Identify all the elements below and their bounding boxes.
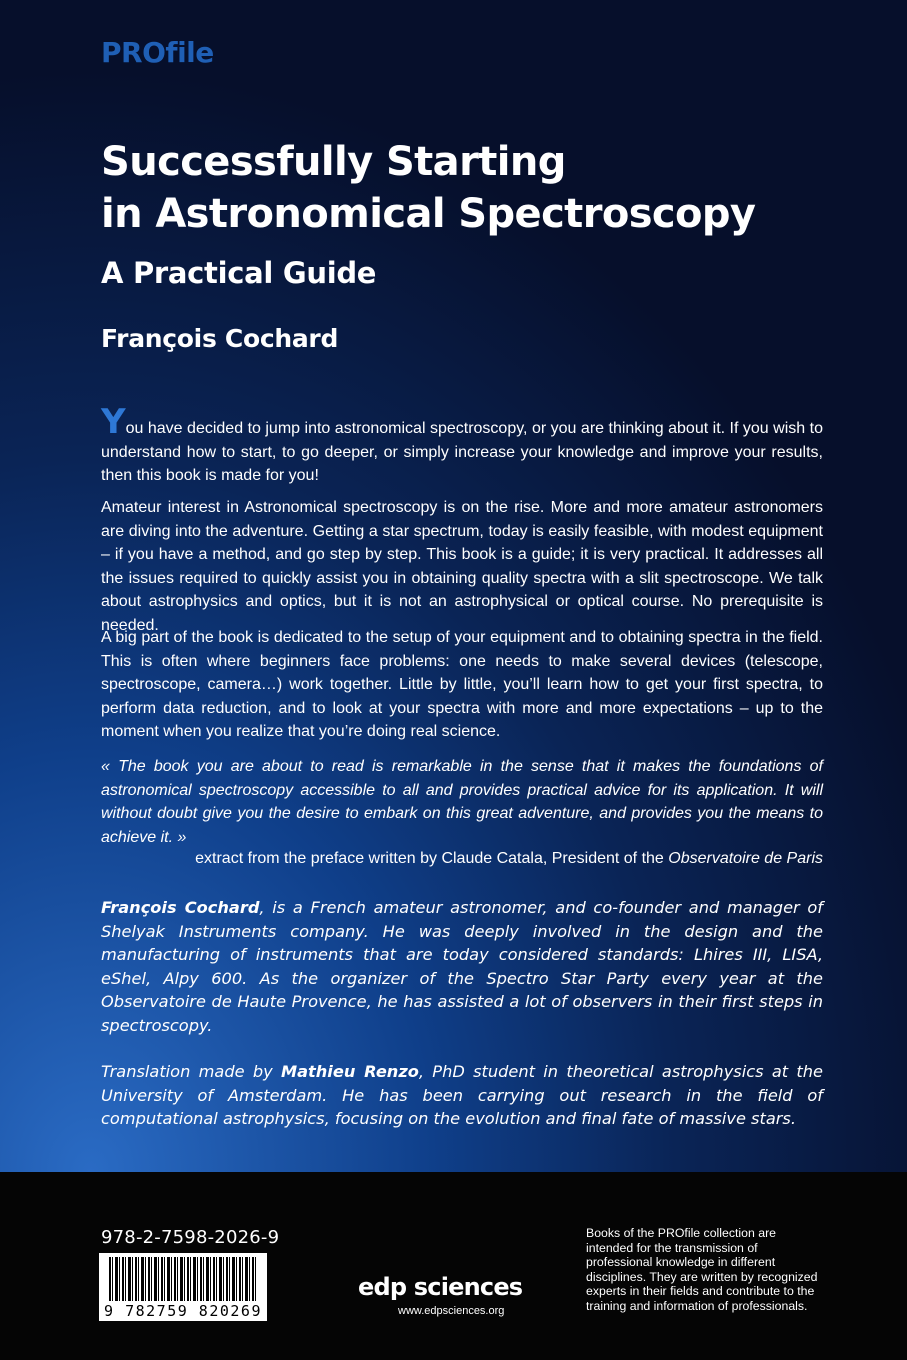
author-bio [101,896,823,1038]
translation-note [101,1060,823,1131]
quote-source-prefix: extract from the preface written by Claude Catala, President of the [195,850,664,867]
collection-note: Books of the PROfile collection are intended for the transmission of professional knowledge in different disciplines. They are written by recognized experts in their fields and contribute to the training and information of professionals. [586,1226,818,1313]
intro-text: ou have decided to jump into astronomical spectroscopy, or you are thinking about it. If you wish to understand how to start, to go deeper, or simply increase your knowledge and improve your results, then this book is made for you! [101,420,823,484]
book-author: François Cochard [101,324,339,353]
title-line-2: in Astronomical Spectroscopy [101,191,756,237]
translator-name: Mathieu Renzo [281,1062,419,1081]
quote-source [175,847,823,871]
barcode [99,1253,267,1321]
publisher-url: www.edpsciences.org [398,1305,505,1317]
paragraph-2: Amateur interest in Astronomical spectroscopy is on the rise. More and more amateur astronomers are diving into the adventure. Getting a star spectrum, today is easily feasible, with modest equipment – if you have a method, and go step by step. This book is a guide; it is very practical. It addresses all the issues required to quickly assist you in obtaining quality spectra with a slit spectroscope. We talk about astrophysics and optics, but it is not an astrophysical or optical course. No prerequisite is needed. [101,499,823,634]
quote-source-institution: Observatoire de Paris [668,850,823,867]
intro-paragraph [101,402,823,488]
isbn-number: 978-2-7598-2026-9 [101,1227,280,1248]
publisher-name: edp sciences [358,1273,523,1301]
title-line-1: Successfully Starting [101,139,566,185]
book-title [101,136,861,240]
bio-author-name: François Cochard [101,898,260,917]
bio-text: , is a French amateur astronomer, and co-founder and manager of Shelyak Instruments company. He was deeply involved in the design and the manufacturing of instruments that are today considered standards: Lhires III, LISA, eShel, Alpy 600. As the organizer of the Spectro Star Party every year at the Observatoire de Haute Provence, he has assisted a lot of observers in their first steps in spectroscopy. [101,898,824,1035]
barcode-number: 9 782759 820269 [104,1302,262,1320]
collection-label: PROfile [101,36,214,69]
paragraph-3: A big part of the book is dedicated to the setup of your equipment and to obtaining spectra in the field. This is often where beginners face problems: one needs to make several devices (telescope, spectroscope, camera…) work together. Little by little, you’ll learn how to get your first spectra, to perform data reduction, and to look at your spectra with more and more expectations – up to the moment when you realize that you’re doing real science. [101,629,823,740]
barcode-bars [109,1257,257,1301]
preface-quote: « The book you are about to read is remarkable in the sense that it makes the foundations of astronomical spectroscopy accessible to all and provides practical advice for its application. It will without doubt give you the desire to embark on this great adventure, and provides you the means to achieve it. » [101,758,823,846]
publisher-logo [358,1273,558,1323]
book-subtitle: A Practical Guide [101,256,377,290]
translation-prefix: Translation made by [101,1062,282,1081]
drop-cap: Y [101,402,126,442]
translation-text: , PhD student in theoretical astrophysics at the University of Amsterdam. He has been carrying out research in the field of computational astrophysics, focusing on the evolution and final fate of massive stars. [101,1062,823,1129]
